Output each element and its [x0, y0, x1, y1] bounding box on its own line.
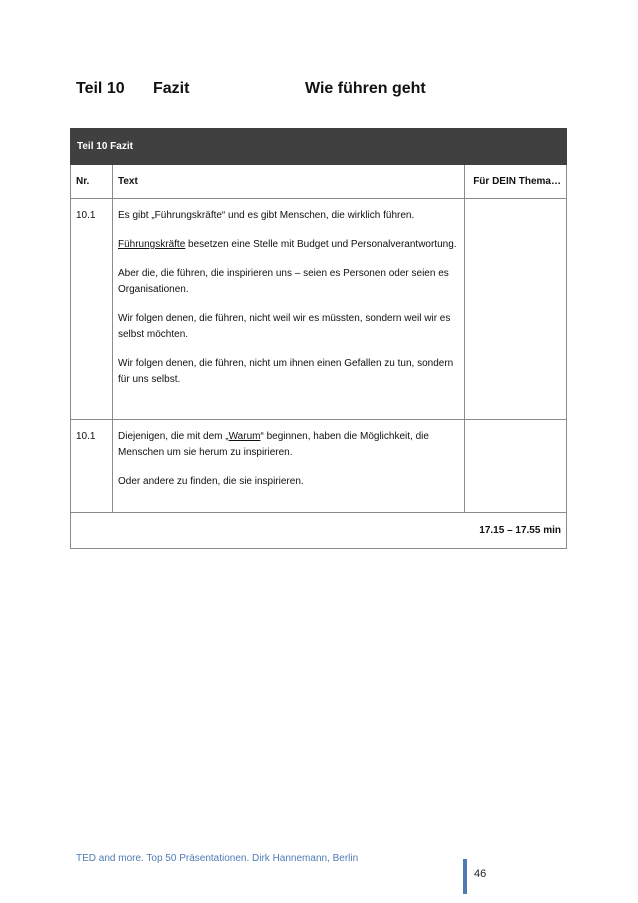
thema-cell	[465, 199, 567, 420]
time-row	[71, 513, 567, 549]
page-number: 46	[474, 868, 487, 880]
table-row	[71, 199, 567, 420]
part-number: Teil 10	[76, 80, 125, 97]
underlined-term: Warum	[228, 431, 261, 442]
paragraph: Führungskräfte besetzen eine Stelle mit Budget und Personalverantwortung.	[118, 239, 457, 250]
section-name: Fazit	[153, 80, 190, 97]
table-row	[71, 420, 567, 513]
paragraph: Aber die, die führen, die inspirieren uns – seien es Personen oder seien es Organisationen.	[118, 268, 449, 295]
underlined-term: Führungskräfte	[118, 239, 186, 250]
content-table	[70, 128, 567, 549]
row-text	[113, 199, 465, 420]
row-number: 10.1	[71, 420, 113, 513]
paragraph: Es gibt „Führungskräfte“ und es gibt Menschen, die wirklich führen.	[118, 210, 415, 221]
page-title: Wie führen geht	[305, 80, 426, 97]
footer-credit: TED and more. Top 50 Präsentationen. Dirk Hannemann, Berlin	[76, 853, 359, 864]
paragraph: Oder andere zu finden, die sie inspirieren.	[118, 476, 304, 487]
thema-cell	[465, 420, 567, 513]
table-banner-row	[71, 129, 567, 165]
column-header-row	[71, 165, 567, 199]
table-banner: Teil 10 Fazit	[71, 129, 567, 165]
time-range: 17.15 – 17.55 min	[71, 513, 567, 549]
column-header-thema: Für DEIN Thema…	[465, 165, 567, 199]
page-number-accent-bar	[463, 859, 467, 894]
paragraph: Wir folgen denen, die führen, nicht um ihnen einen Gefallen zu tun, sondern für uns selbst.	[118, 358, 454, 385]
column-header-text: Text	[113, 165, 465, 199]
column-header-nr: Nr.	[71, 165, 113, 199]
paragraph: Diejenigen, die mit dem „Warum“ beginnen, haben die Möglichkeit, die Menschen um sie herum zu inspirieren.	[118, 431, 429, 458]
row-number: 10.1	[71, 199, 113, 420]
paragraph: Wir folgen denen, die führen, nicht weil wir es müssten, sondern weil wir es selbst möchten.	[118, 313, 451, 340]
row-text	[113, 420, 465, 513]
